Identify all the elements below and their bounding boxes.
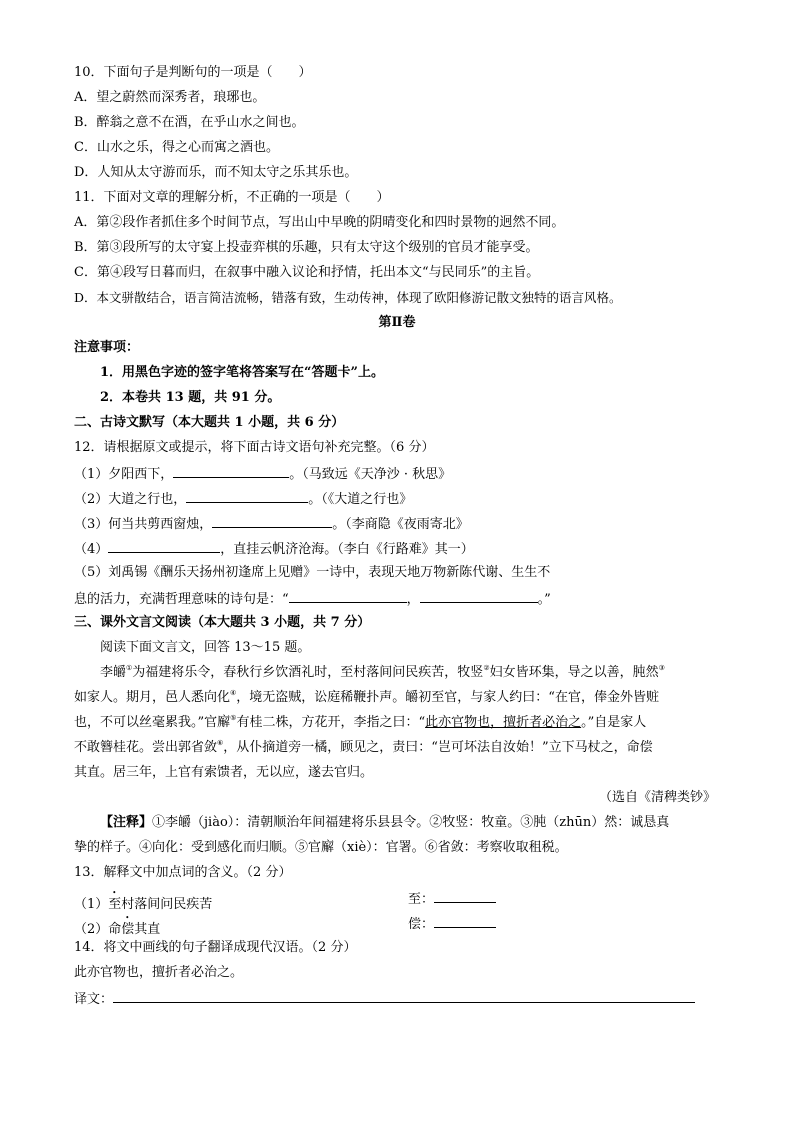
q12-item-4-post: ，直挂云帆济沧海。（李白《行路难》其一） bbox=[220, 542, 474, 557]
dotted-word: 至 bbox=[108, 897, 122, 912]
q13-row-text: 其直 bbox=[134, 922, 161, 937]
notice-title: 注意事项： bbox=[74, 340, 140, 355]
q12-item-3-blank[interactable] bbox=[212, 514, 332, 528]
passage-text: 妇女皆环集，导之以善，肫然 bbox=[489, 665, 659, 680]
part2-title: 第Ⅱ卷 bbox=[378, 315, 416, 330]
q12-item-4-blank[interactable] bbox=[108, 539, 220, 553]
q10-option-d: D．人知从太守游而乐，而不知太守之乐其乐也。 bbox=[74, 165, 358, 180]
passage-text: 李皭 bbox=[100, 665, 127, 680]
q12-item-1-pre: （1）夕阳西下， bbox=[74, 467, 174, 482]
q12-item-5-blank-2[interactable] bbox=[420, 589, 538, 603]
q11-option-a: A．第②段作者抓住多个时间节点，写出山中早晚的阴晴变化和四时景物的迥然不同。 bbox=[74, 215, 565, 230]
q13-answer-label: 偿： bbox=[408, 917, 435, 932]
passage-text: ，境无盗贼，讼庭稀鞭扑声。皭初至官，与家人约曰：“在官，俸金外皆赃 bbox=[236, 690, 659, 705]
passage-text: 为福建将乐令，春秋行乡饮酒礼时，至村落间问民疾苦，牧竖 bbox=[132, 665, 484, 680]
q12-item-1-blank[interactable] bbox=[173, 464, 289, 478]
q12-item-2-post: 。（《大道之行也》 bbox=[308, 492, 413, 507]
passage-source: （选自《清稗类钞》 bbox=[598, 790, 716, 805]
passage-text: 。”自是家人 bbox=[581, 715, 647, 730]
q12-item-1-post: 。（马致远《天净沙 · 秋思》 bbox=[289, 467, 452, 482]
q13-stem: 13．解释文中加点词的含义。（2 分） bbox=[74, 865, 292, 880]
q12-item-2 bbox=[74, 489, 412, 509]
q12-item-1 bbox=[74, 464, 451, 484]
passage-line-3 bbox=[74, 714, 646, 732]
q10-option-c: C．山水之乐，得之心而寓之酒也。 bbox=[74, 140, 279, 155]
notes-line-1 bbox=[100, 814, 669, 832]
q14-sentence: 此亦官物也，擅折者必治之。 bbox=[74, 965, 244, 980]
q12-item-4 bbox=[74, 539, 474, 559]
underlined-sentence: 此亦官物也，擅折者必治之 bbox=[425, 715, 582, 730]
note-mark: ⑤ bbox=[230, 714, 237, 722]
passage-text: 有桂二株，方花开，李指之曰：“ bbox=[236, 715, 426, 730]
q13-answer-label: 至： bbox=[408, 892, 435, 907]
section2-heading: 二、古诗文默写（本大题共 1 小题，共 6 分） bbox=[74, 415, 345, 430]
notes-text: ①李皭（jiào）：清朝顺治年间福建将乐县县令。②牧竖：牧童。③肫（zhūn）然：诚恳真 bbox=[152, 815, 670, 830]
q13-row-text: （2）命 bbox=[74, 922, 122, 937]
q12-item-3-pre: （3）何当共剪西窗烛， bbox=[74, 517, 213, 532]
q12-item-4-pre: （4） bbox=[74, 542, 109, 557]
passage-line-4 bbox=[74, 739, 653, 757]
q13-answer-1 bbox=[408, 889, 496, 909]
section3-heading: 三、课外文言文阅读（本大题共 3 小题，共 7 分） bbox=[74, 615, 371, 630]
passage-line-2 bbox=[74, 689, 659, 707]
q12-item-5-line2 bbox=[74, 589, 551, 609]
q12-item-2-pre: （2）大道之行也， bbox=[74, 492, 187, 507]
q12-item-5-pre: 息的活力，充满哲理意味的诗句是：“ bbox=[74, 592, 289, 607]
q11-option-c: C．第④段写日暮而归，在叙事中融入议论和抒情，托出本文“与民同乐”的主旨。 bbox=[74, 265, 540, 280]
q12-item-5-line1: （5）刘禹锡《酬乐天扬州初逢席上见赠》一诗中，表现天地万物新陈代谢、生生不 bbox=[74, 565, 551, 580]
passage-text: 不敢簪桂花。尝出郭省敛 bbox=[74, 740, 218, 755]
q11-option-d: D．本文骈散结合，语言简洁流畅，错落有致，生动传神，体现了欧阳修游记散文独特的语言风格。 bbox=[74, 290, 622, 305]
q12-item-2-blank[interactable] bbox=[186, 489, 308, 503]
passage-text: 如家人。期月，邑人悉向化 bbox=[74, 690, 231, 705]
q12-item-5-blank-1[interactable] bbox=[289, 589, 407, 603]
q12-item-5-comma: ， bbox=[406, 592, 420, 607]
note-mark: ⑥ bbox=[217, 739, 224, 747]
q13-row-1 bbox=[74, 889, 212, 914]
q14-answer-label: 译文： bbox=[74, 992, 114, 1007]
passage-text: 也，不可以丝毫累我。”官廨 bbox=[74, 715, 231, 730]
notice-item: 1．用黑色字迹的签字笔将答案写在“答题卡”上。 bbox=[100, 365, 385, 380]
q13-answer-2-blank[interactable] bbox=[434, 914, 496, 928]
passage-text: ，从仆摘道旁一橘，顾见之，责曰：“岂可坏法自汝始！”立下马杖之，命偿 bbox=[223, 740, 653, 755]
q12-item-5-end: 。” bbox=[537, 592, 551, 607]
q13-row-2 bbox=[74, 914, 160, 939]
notice-item: 2．本卷共 13 题，共 91 分。 bbox=[100, 390, 281, 405]
q13-answer-2 bbox=[408, 914, 496, 934]
q13-answer-1-blank[interactable] bbox=[434, 889, 496, 903]
note-mark: ① bbox=[126, 664, 133, 672]
note-mark: ② bbox=[483, 664, 490, 672]
q10-option-a: A．望之蔚然而深秀者，琅琊也。 bbox=[74, 90, 266, 105]
notes-label: 【注释】 bbox=[100, 815, 153, 830]
passage-line-1 bbox=[100, 664, 665, 682]
q10-stem: 10．下面句子是判断句的一项是（ ） bbox=[74, 65, 312, 80]
note-mark: ③ bbox=[658, 664, 665, 672]
q12-item-3 bbox=[74, 514, 469, 534]
q12-item-3-post: 。（李商隐《夜雨寄北》 bbox=[332, 517, 469, 532]
q11-option-b: B．第③段所写的太守宴上投壶弈棋的乐趣，只有太守这个级别的官员才能享受。 bbox=[74, 240, 539, 255]
q14-answer-blank[interactable] bbox=[113, 989, 695, 1003]
q11-stem: 11．下面对文章的理解分析，不正确的一项是（ ） bbox=[74, 190, 390, 205]
notes-line-2: 挚的样子。④向化：受到感化而归顺。⑤官廨（xiè）：官署。⑥省敛：考察收取租税。 bbox=[74, 840, 568, 855]
dotted-word: 偿 bbox=[121, 922, 135, 937]
q14-stem: 14．将文中画线的句子翻译成现代汉语。（2 分） bbox=[74, 940, 357, 955]
note-mark: ④ bbox=[230, 689, 237, 697]
passage-line-5: 其直。居三年，上官有索馈者，无以应，遂去官归。 bbox=[74, 765, 374, 780]
q10-option-b: B．醉翁之意不在酒，在乎山水之间也。 bbox=[74, 115, 305, 130]
section3-intro: 阅读下面文言文，回答 13～15 题。 bbox=[100, 640, 311, 655]
q12-stem: 12．请根据原文或提示，将下面古诗文语句补充完整。（6 分） bbox=[74, 440, 435, 455]
q13-row-text: 村落间问民疾苦 bbox=[121, 897, 213, 912]
q13-row-text: （1） bbox=[74, 897, 109, 912]
q14-answer bbox=[74, 989, 695, 1009]
